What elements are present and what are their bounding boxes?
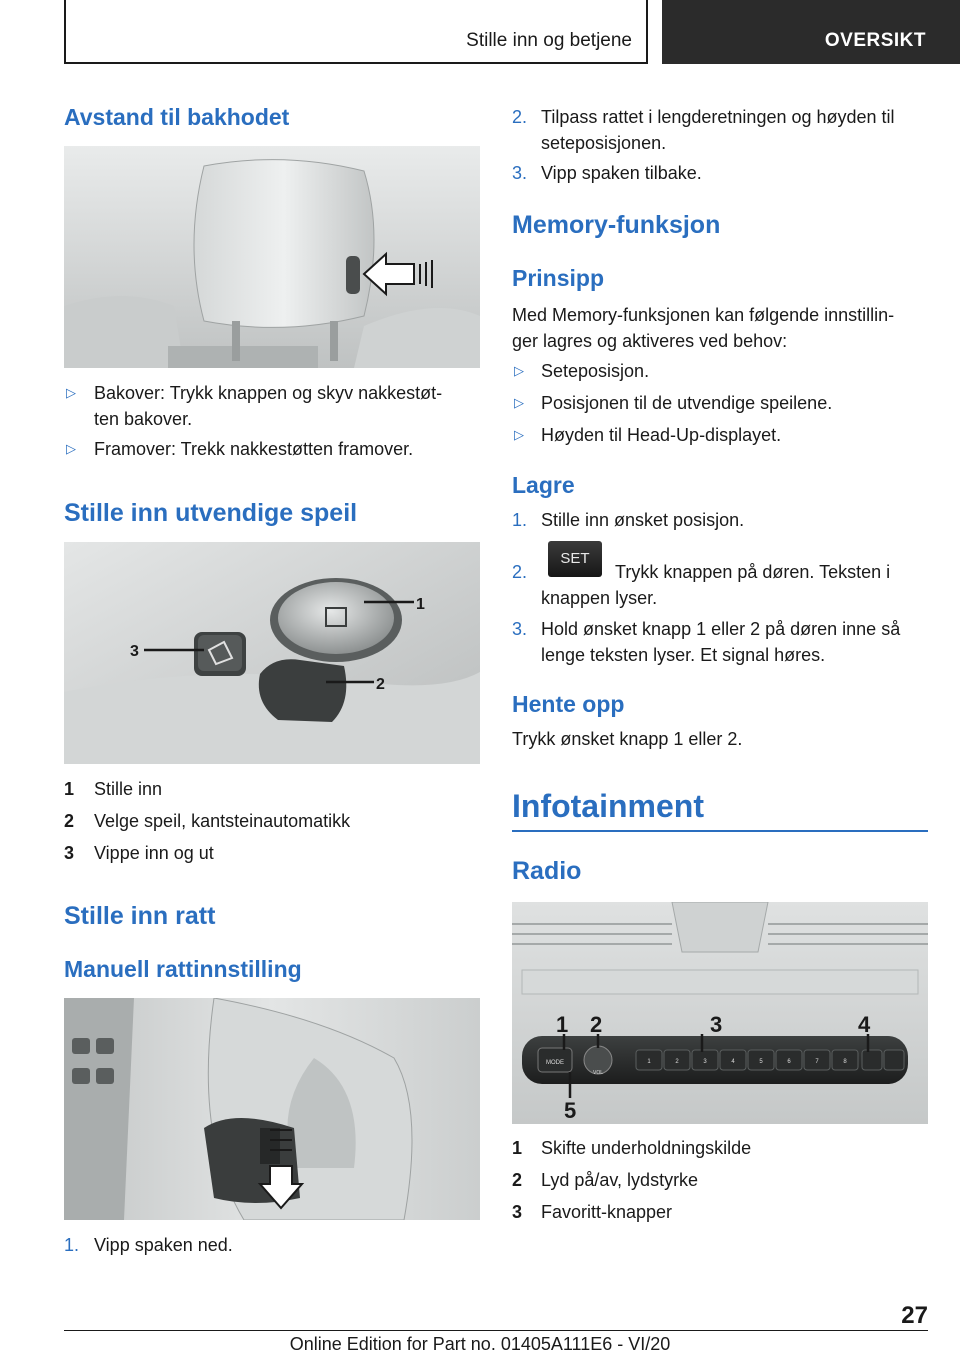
steering-lever-image	[64, 998, 480, 1220]
footer-divider	[64, 1330, 928, 1331]
legend-number: 3	[64, 843, 75, 863]
radio-vol-label: VOL	[592, 1070, 604, 1076]
step-text-cont: seteposisjonen.	[541, 133, 667, 153]
step-text: Trykk knappen på døren. Teksten i	[615, 562, 891, 582]
principle-text: Med Memory-funksjonen kan følgende innstillin‐	[512, 305, 895, 325]
radio-preset-7: 7	[815, 1059, 819, 1065]
bullet-triangle-icon: ▷	[514, 363, 524, 378]
legend-label: Stille inn	[94, 779, 163, 799]
heading-headrest: Avstand til bakhodet	[64, 104, 290, 130]
legend-label: Skifte underholdningskilde	[541, 1138, 752, 1158]
radio-preset-8: 8	[843, 1059, 847, 1065]
mirror-callout-2: 2	[376, 676, 385, 693]
header-section-title: Stille inn og betjene	[466, 30, 632, 51]
heading-store: Lagre	[512, 472, 575, 498]
heading-manual-steering: Manuell rattinnstilling	[64, 956, 302, 982]
set-button-icon	[548, 541, 602, 577]
legend-label: Velge speil, kantsteinautomatikk	[94, 811, 351, 831]
list-item: Seteposisjon.	[541, 361, 650, 381]
legend-number: 1	[512, 1138, 523, 1158]
radio-preset-5: 5	[759, 1059, 763, 1065]
heading-steering: Stille inn ratt	[64, 902, 216, 930]
list-item: Høyden til Head-Up-displayet.	[541, 425, 782, 445]
header-section-box	[64, 0, 648, 64]
bullet-triangle-icon: ▷	[514, 395, 524, 410]
step-text: Vipp spaken ned.	[94, 1235, 233, 1255]
heading-principle: Prinsipp	[512, 265, 605, 291]
legend-label: Favoritt-knapper	[541, 1202, 673, 1222]
radio-callout-4: 4	[858, 1012, 871, 1037]
heading-recall: Hente opp	[512, 691, 625, 717]
bullet-triangle-icon: ▷	[66, 385, 76, 400]
radio-callout-3: 3	[710, 1012, 723, 1037]
radio-callout-5: 5	[564, 1098, 577, 1123]
footer-edition: Online Edition for Part no. 01405A111E6 - VI/20	[289, 1334, 671, 1354]
mirror-callout-3: 3	[130, 643, 139, 660]
step-text: Stille inn ønsket posisjon.	[541, 510, 745, 530]
radio-callout-2: 2	[590, 1012, 603, 1037]
step-text: Vipp spaken tilbake.	[541, 163, 702, 183]
page-number: 27	[901, 1302, 928, 1329]
legend-label: Vippe inn og ut	[94, 843, 214, 863]
radio-preset-1: 1	[647, 1059, 651, 1065]
heading-infotainment: Infotainment	[512, 788, 704, 824]
list-item-cont: ten bakover.	[94, 409, 193, 429]
set-button-label: SET	[548, 541, 602, 577]
principle-text-cont: ger lagres og aktiveres ved behov:	[512, 331, 788, 351]
heading-mirror: Stille inn utvendige speil	[64, 499, 358, 527]
heading-radio: Radio	[512, 857, 582, 885]
header-tab[interactable]	[662, 0, 960, 64]
heading-rule	[512, 830, 928, 832]
legend-number: 3	[512, 1202, 523, 1222]
radio-mode-label: MODE	[546, 1060, 564, 1066]
heading-memory: Memory-funksjon	[512, 211, 721, 239]
step-number: 1.	[64, 1235, 80, 1255]
legend-number: 2	[64, 811, 75, 831]
mirror-controls-image	[64, 542, 480, 764]
list-item: Posisjonen til de utvendige speilene.	[541, 393, 833, 413]
step-number: 3.	[512, 619, 528, 639]
legend-label: Lyd på/av, lydstyrke	[541, 1170, 699, 1190]
step-text: Tilpass rattet i lengderetningen og høyden til	[541, 107, 895, 127]
step-text-cont: knappen lyser.	[541, 588, 658, 608]
radio-preset-2: 2	[675, 1059, 679, 1065]
step-number: 1.	[512, 510, 528, 530]
step-number: 2.	[512, 107, 528, 127]
bullet-triangle-icon: ▷	[514, 427, 524, 442]
radio-preset-3: 3	[703, 1059, 707, 1065]
radio-preset-6: 6	[787, 1059, 791, 1065]
bullet-triangle-icon: ▷	[66, 441, 76, 456]
legend-number: 2	[512, 1170, 523, 1190]
headrest-image	[64, 146, 480, 368]
step-number: 3.	[512, 163, 528, 183]
radio-panel-image	[512, 902, 928, 1124]
step-text: Hold ønsket knapp 1 eller 2 på døren inne så	[541, 619, 901, 639]
list-item: Bakover: Trykk knappen og skyv nakkestøt‐	[94, 383, 443, 403]
step-text-cont: lenge teksten lyser. Et signal høres.	[541, 645, 826, 665]
radio-callout-1: 1	[556, 1012, 569, 1037]
radio-preset-4: 4	[731, 1059, 735, 1065]
mirror-callout-1: 1	[416, 596, 425, 613]
list-item: Framover: Trekk nakkestøtten framover.	[94, 439, 414, 459]
legend-number: 1	[64, 779, 75, 799]
recall-text: Trykk ønsket knapp 1 eller 2.	[512, 729, 743, 749]
step-number: 2.	[512, 562, 528, 582]
header-tab-label: OVERSIKT	[824, 30, 926, 51]
